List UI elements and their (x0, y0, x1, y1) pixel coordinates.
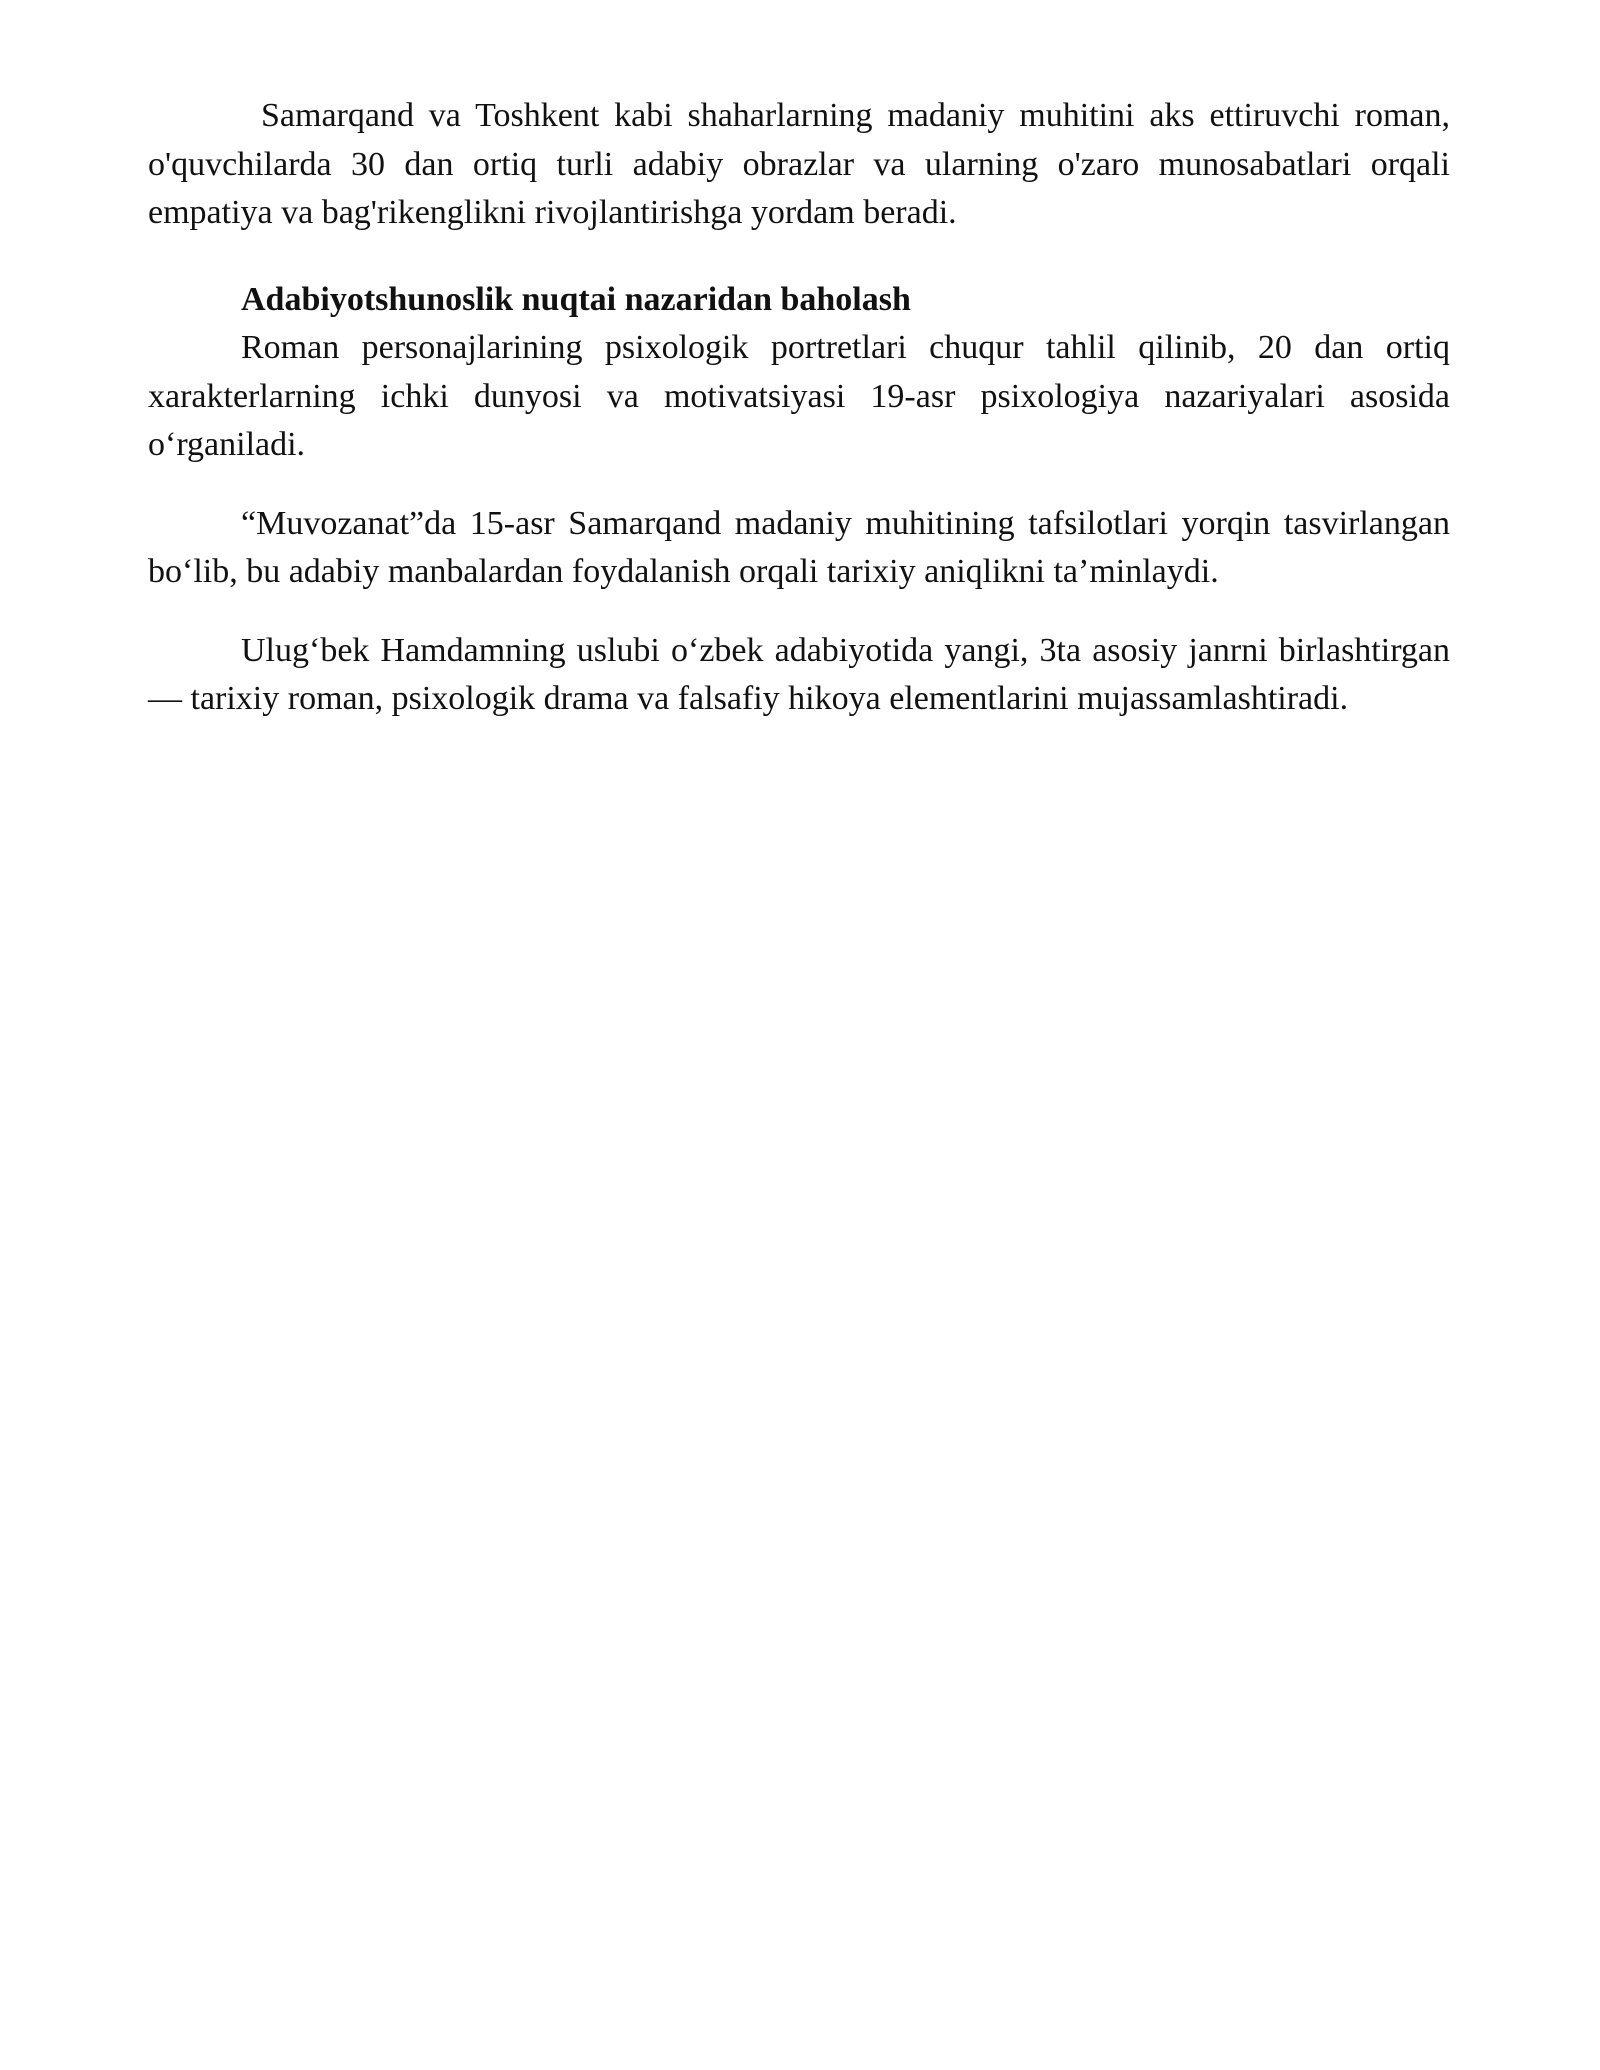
paragraph-psychological-portraits: Roman personajlarining psixologik portretlari chuqur tahlil qilinib, 20 dan ortiq xarakterlarning ichki dunyosi va motivatsiyasi 19-asr psixologiya nazariyalari asosida o‘rganiladi. (148, 329, 1450, 463)
intro-paragraph: Samarqand va Toshkent kabi shaharlarning madaniy muhitini aks ettiruvchi roman, o'quvchilarda 30 dan ortiq turli adabiy obrazlar va ularning o'zaro munosabatlari orqali empatiya va bag'rikenglikni rivojlantirishga yordam beradi. (148, 97, 1450, 231)
paragraph-muvozanat: “Muvozanat”da 15-asr Samarqand madaniy muhitining tafsilotlari yorqin tasvirlangan bo‘lib, bu adabiy manbalardan foydalanish orqali tarixiy aniqlikni ta’minlaydi. (148, 504, 1450, 590)
paragraph-style: Ulug‘bek Hamdamning uslubi o‘zbek adabiyotida yangi, 3ta asosiy janrni birlashtirgan — tarixiy roman, psixologik drama va falsafiy hikoya elementlarini mujassamlashtiradi. (148, 631, 1450, 717)
section-heading: Adabiyotshunoslik nuqtai nazaridan baholash (241, 280, 911, 318)
document-body (148, 92, 1450, 724)
